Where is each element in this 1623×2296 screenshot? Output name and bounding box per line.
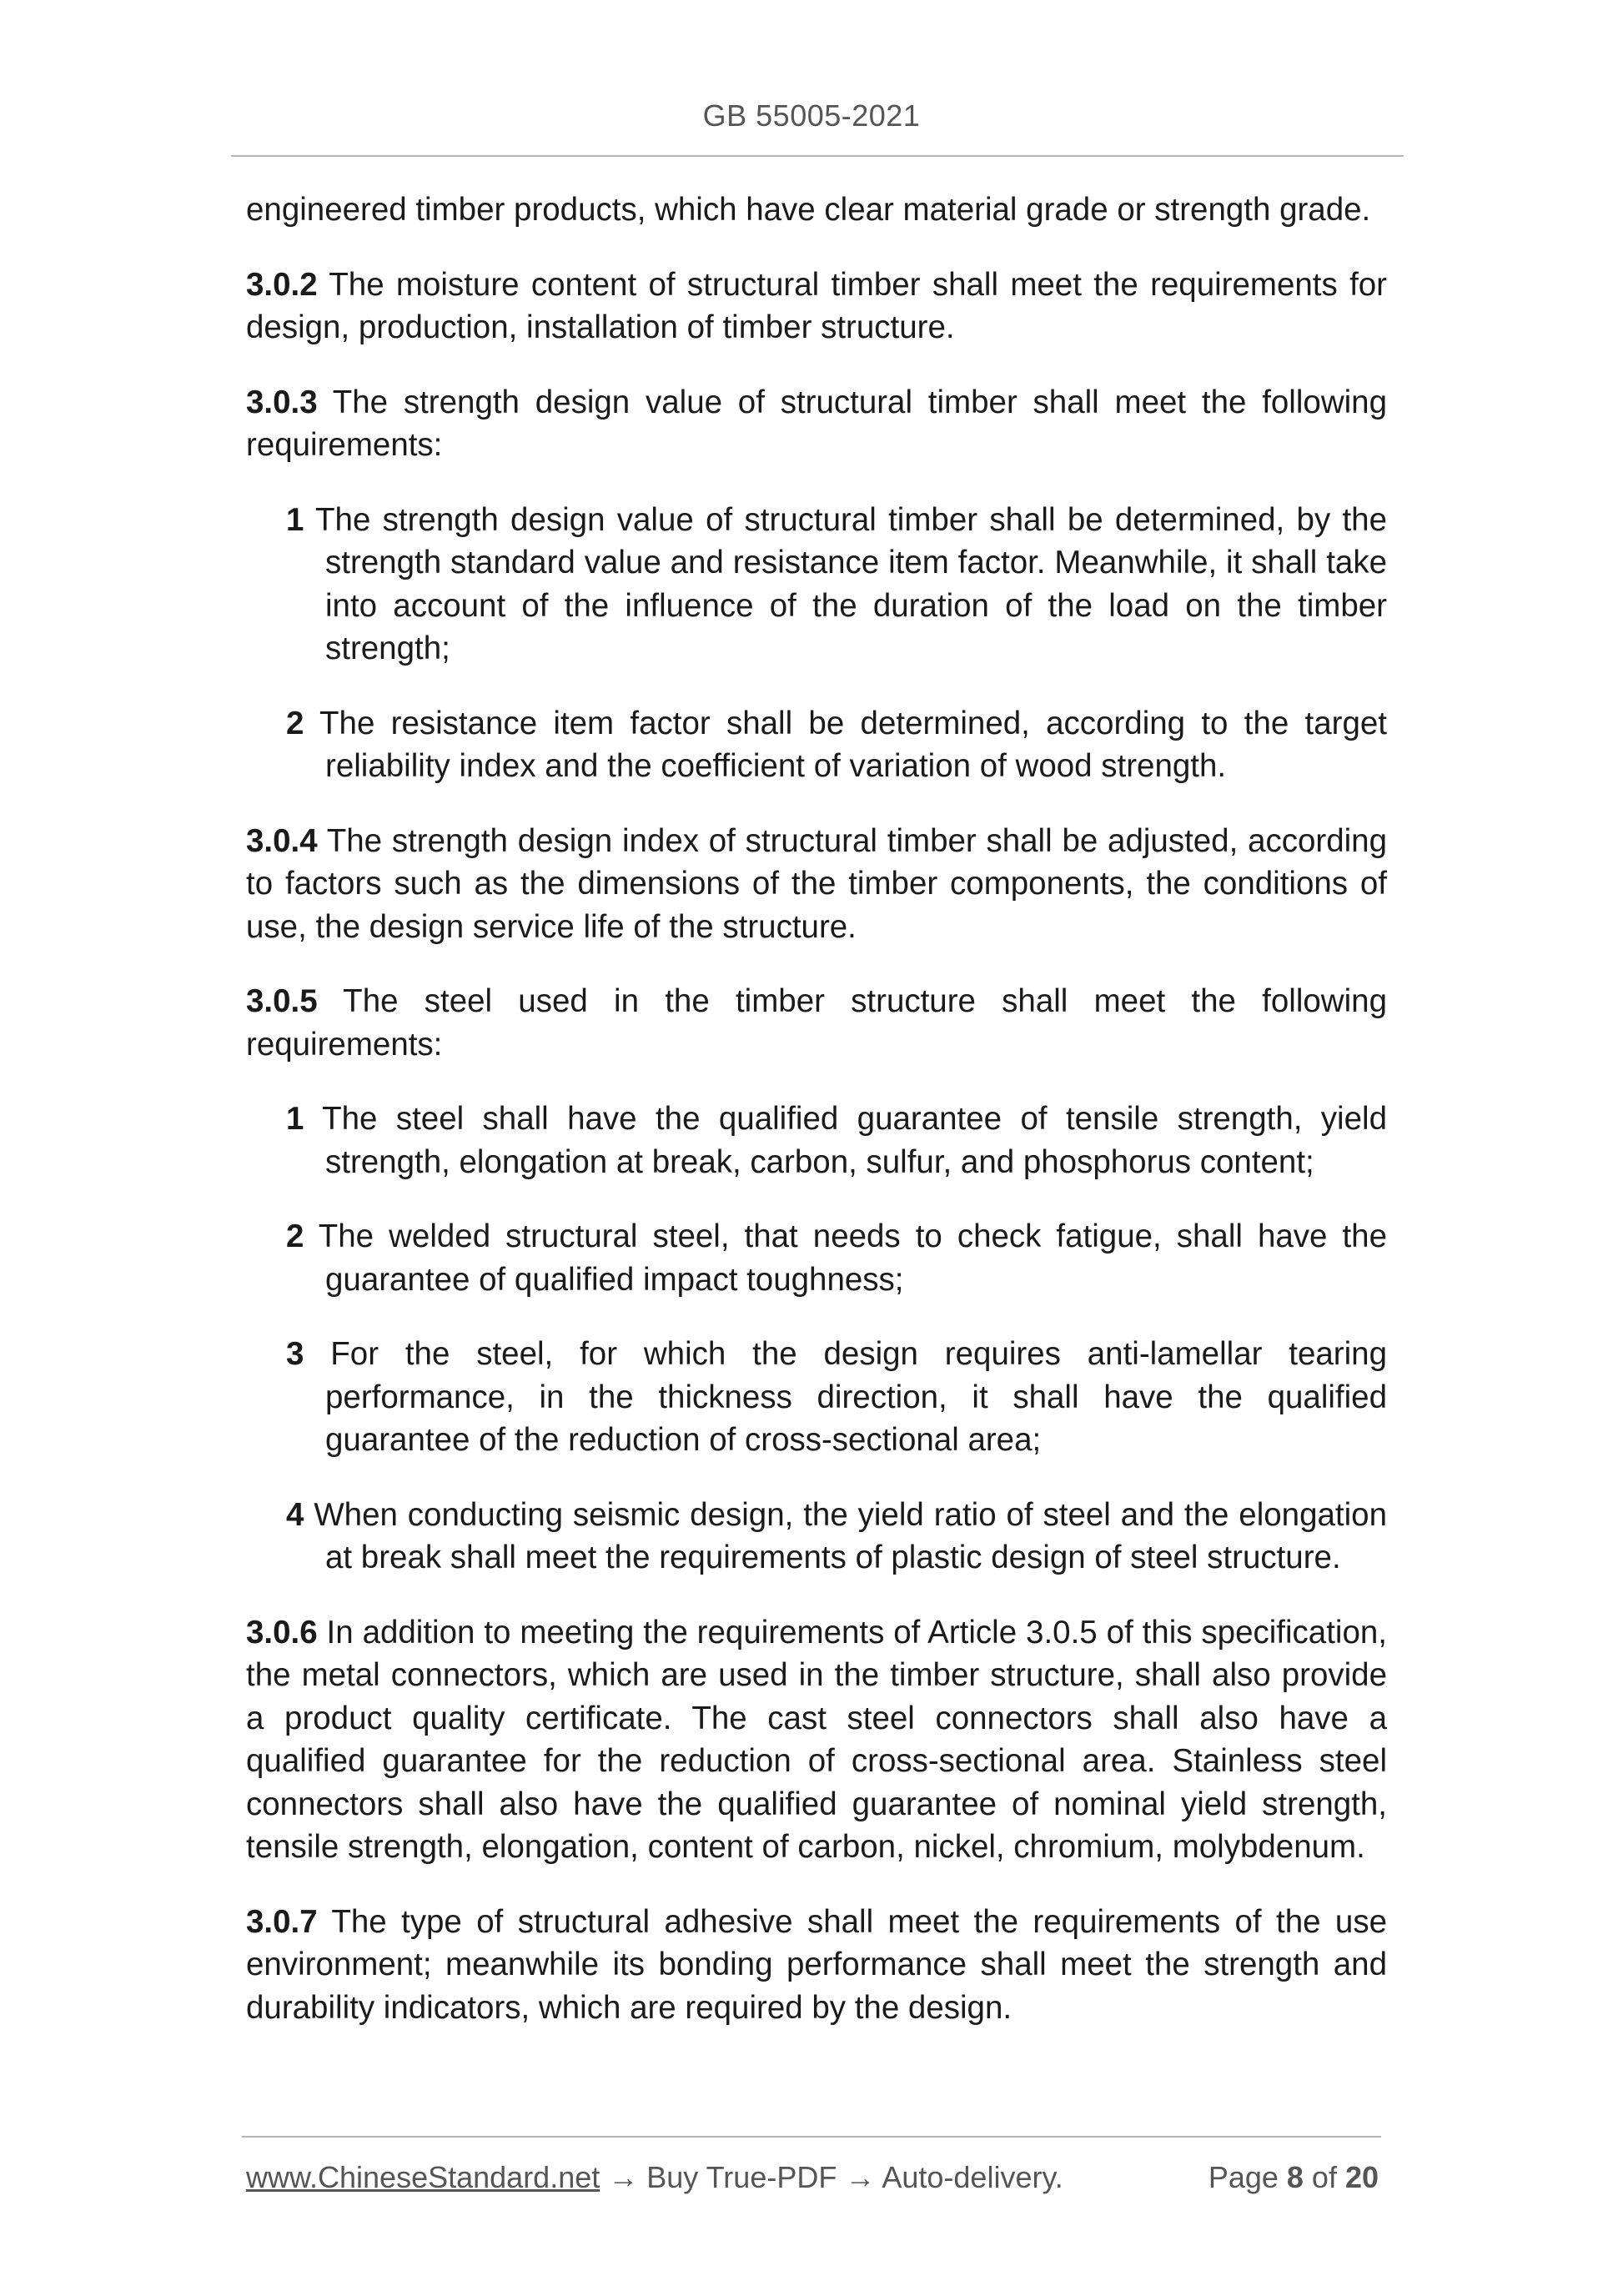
clause-3-0-7 bbox=[246, 1901, 1387, 2030]
list-item bbox=[286, 1494, 1387, 1580]
list-item bbox=[286, 499, 1387, 671]
document-header: GB 55005-2021 bbox=[702, 98, 921, 133]
clause-text: The strength design index of structural timber shall be adjusted, according to factors such as the dimensions of the timber components, the conditions of use, the design service life of the structure. bbox=[246, 822, 1387, 945]
item-number: 4 bbox=[286, 1496, 304, 1533]
clause-number: 3.0.2 bbox=[246, 266, 318, 303]
item-text: For the steel, for which the design requires anti-lamellar tearing performance, in the thickness direction, it shall have the qualified guarantee of the reduction of cross-sectional area; bbox=[304, 1336, 1387, 1458]
clause-3-0-3 bbox=[246, 381, 1387, 467]
page-label: Page bbox=[1208, 2160, 1287, 2194]
arrow-icon: → bbox=[837, 2160, 882, 2194]
item-number: 1 bbox=[286, 1101, 304, 1137]
clause-text: The type of structural adhesive shall meet the requirements of the use environment; meanwhile its bonding performance shall meet the strength and durability indicators, which are required by the design. bbox=[246, 1903, 1387, 2026]
clause-number: 3.0.5 bbox=[246, 983, 318, 1019]
delivery-text: Auto-delivery. bbox=[882, 2160, 1063, 2194]
clause-text: The strength design value of structural timber shall meet the following requirements: bbox=[246, 384, 1387, 463]
item-text: The strength design value of structural timber shall be determined, by the strength standard value and resistance item factor. Meanwhile, it shall take into account of the influence of the duration of the load on the timber strength; bbox=[304, 501, 1387, 666]
item-number: 3 bbox=[286, 1336, 304, 1372]
clause-number: 3.0.4 bbox=[246, 822, 318, 859]
item-number: 2 bbox=[286, 705, 304, 741]
clause-3-0-2 bbox=[246, 264, 1387, 349]
clause-3-0-4 bbox=[246, 820, 1387, 949]
item-number: 2 bbox=[286, 1218, 304, 1254]
list-item bbox=[286, 1098, 1387, 1183]
page-indicator bbox=[1208, 2160, 1379, 2195]
continued-paragraph: engineered timber products, which have clear material grade or strength grade. bbox=[246, 192, 1371, 228]
clause-text: The steel used in the timber structure shall meet the following requirements: bbox=[246, 983, 1387, 1063]
page-total: 20 bbox=[1344, 2160, 1379, 2194]
item-text: When conducting seismic design, the yield ratio of steel and the elongation at break shall meet the requirements of plastic design of steel structure. bbox=[304, 1496, 1387, 1575]
item-number: 1 bbox=[286, 501, 304, 538]
list-item bbox=[286, 1215, 1387, 1301]
item-text: The resistance item factor shall be determined, according to the target reliability index and the coefficient of variation of wood strength. bbox=[304, 705, 1387, 784]
list-item bbox=[286, 1333, 1387, 1462]
clause-number: 3.0.7 bbox=[246, 1903, 318, 1940]
clause-number: 3.0.6 bbox=[246, 1614, 318, 1650]
clause-number: 3.0.3 bbox=[246, 384, 318, 420]
of-label: of bbox=[1303, 2160, 1345, 2194]
footer-promo bbox=[246, 2160, 1063, 2195]
page-number: 8 bbox=[1286, 2160, 1304, 2194]
clause-3-0-6 bbox=[246, 1611, 1387, 1869]
list-item bbox=[286, 702, 1387, 788]
item-text: The welded structural steel, that needs to check fatigue, shall have the guarantee of qualified impact toughness; bbox=[304, 1218, 1387, 1298]
arrow-icon: → bbox=[600, 2160, 647, 2194]
header-divider bbox=[231, 155, 1404, 157]
website-link[interactable]: www.ChineseStandard.net bbox=[246, 2160, 600, 2194]
buy-text: Buy True-PDF bbox=[646, 2160, 837, 2194]
clause-text: The moisture content of structural timber shall meet the requirements for design, production, installation of timber structure. bbox=[246, 266, 1387, 345]
item-text: The steel shall have the qualified guarantee of tensile strength, yield strength, elongation at break, carbon, sulfur, and phosphorus content; bbox=[304, 1101, 1387, 1180]
clause-3-0-5 bbox=[246, 980, 1387, 1066]
document-body bbox=[246, 188, 1387, 2061]
footer-divider bbox=[242, 2136, 1381, 2138]
clause-text: In addition to meeting the requirements of Article 3.0.5 of this specification, the metal connectors, which are used in the timber structure, shall also provide a product quality certificate. The cast steel connectors shall also have a qualified guarantee for the reduction of cross-sectional area. Stainless steel connectors shall also have the qualified guarantee of nominal yield strength, tensile strength, elongation, content of carbon, nickel, chromium, molybdenum. bbox=[246, 1614, 1387, 1865]
